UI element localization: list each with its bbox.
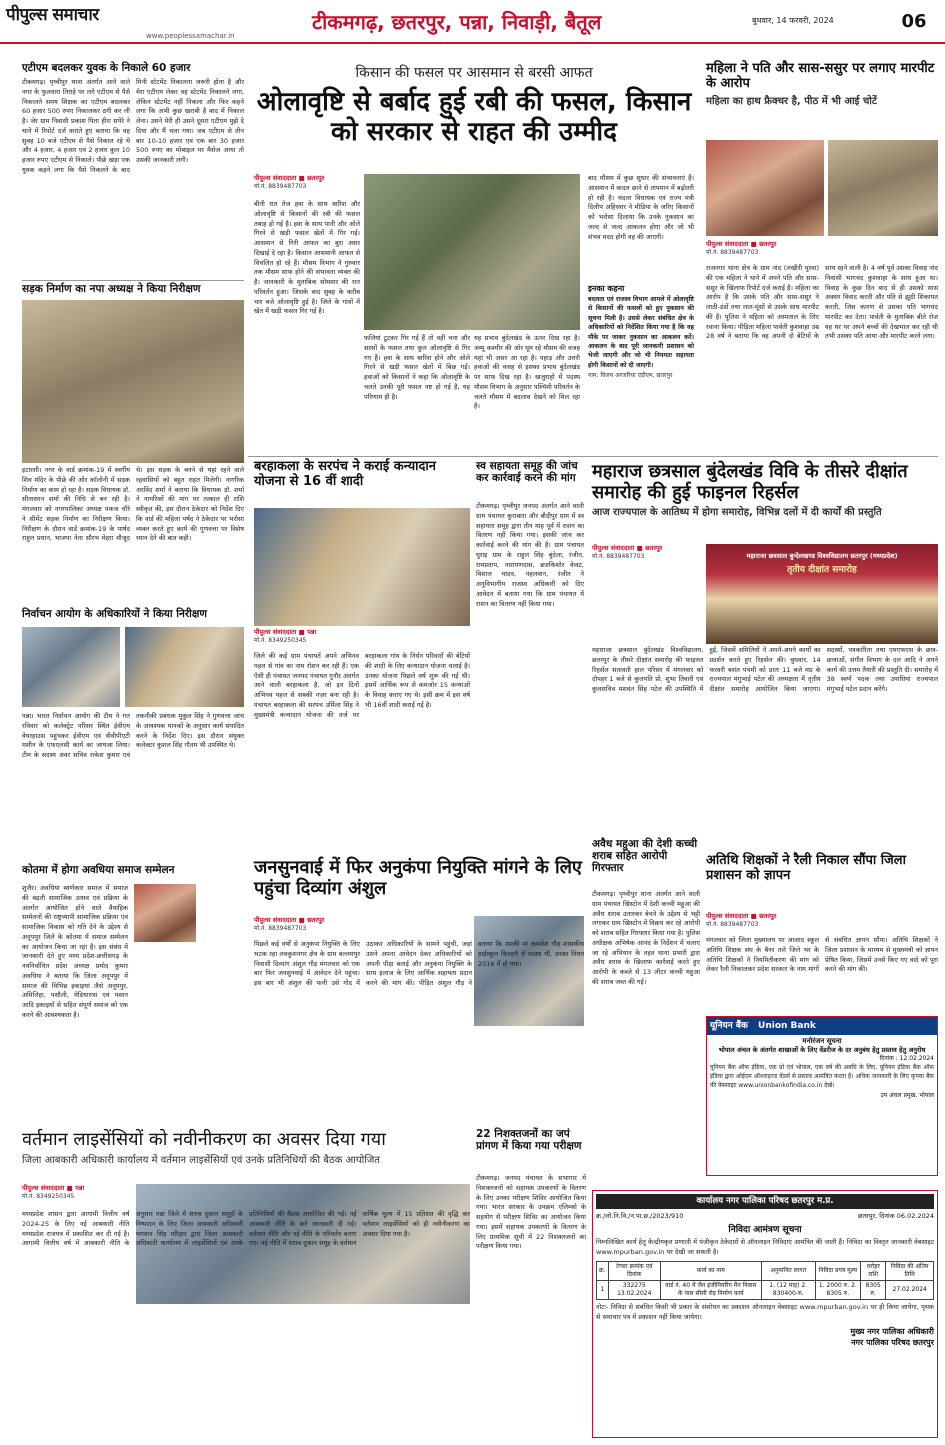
- lead-byline: पीपुल्स संवाददाता ■ छतरपुर: [254, 174, 325, 182]
- th-sno: क्र.: [597, 1261, 609, 1280]
- election-story: [22, 712, 244, 862]
- road-body: इटारसी। नगर के वार्ड क्रमांक-19 में स्वर्गीय शिव मंदिर के पीछे की ओर कॉलोनी में सड़क निर्माण का काम हो रहा है। सड़क विधायक डॉ. सीतासरन शर्मा की निधि से बन रही है। मंगलवार को नगरपालिका अध्यक्ष पंकज चौरे ने सीमेंट सड़क निर्माण का निरीक्षण किया। निरीक्षण के दौरान वार्ड क्रमांक-19 के पार्षद राहुल प्रधान, भाजपा नेता सौरभ मेहरा मौजूद थे। इस सड़क के बनने से यहां रहने वाले रहवासियों को बहुत राहत मिलेगी। नागरिक अरविंद शर्मा ने बताया कि विधायक डॉ. शर्मा ने नागरिकों की मांग पर तत्काल ही राशि स्वीकृत की, इस दौरान ठेकेदार को निर्देश दिए कि वार्ड की महिला पर्षद ने ठेकेदार पर भरोसा व्यक्त करते हुए कार्य की गुणवत्ता पर विशेष ध्यान देने की बात कही।: [22, 466, 244, 543]
- tender-signature-2: नगर पालिका परिषद छतरपुर: [851, 1337, 934, 1347]
- kotma-story-header: [22, 864, 244, 880]
- tender-intro: निम्नलिखित कार्य हेतु केन्द्रीयकृत प्रणाली में पंजीकृत ठेकेदारों से ऑनलाइन निविदाएं आमंत्रित की जाती हैं। निविदा का विस्तृत जानकारी वेबसाइट www.mpurban.gov.in पर देखी जा सकती है।: [596, 1238, 934, 1257]
- tender-title: निविदा आमंत्रण सूचना: [728, 1225, 802, 1236]
- tender-ref-row: [596, 1212, 934, 1221]
- tender-ref-date: छतरपुर, दिनांक 06.02.2024: [857, 1212, 934, 1221]
- th-last-date: निविदा की अंतिम तिथि: [886, 1261, 934, 1280]
- lead-kicker-box: [254, 64, 694, 86]
- divyang-headline: जनसुनवाई में फिर अनुकंपा नियुक्ति मांगने के लिए पहुंचा दिव्यांग अंशुल: [254, 857, 582, 899]
- domestic-violence-byline-box: [706, 240, 938, 262]
- th-work: कार्य का नाम: [661, 1261, 762, 1280]
- divyang-byline: पीपुल्स संवाददाता ■ छतरपुर: [254, 916, 325, 924]
- woman-portrait-photo: [828, 140, 938, 236]
- page-number: 06: [901, 11, 927, 32]
- bank-advertisement: [706, 1016, 938, 1176]
- convocation-mobile: मो.नं. 8839487703: [592, 552, 645, 560]
- th-form-fee: निविदा प्रपत्र मूल्य: [815, 1261, 860, 1280]
- quote-label: इनका कहना: [588, 284, 625, 293]
- lead-headline-box: [254, 88, 694, 170]
- domestic-violence-header: [706, 62, 938, 138]
- domestic-violence-subhead: महिला का हाथ फ्रैक्चर है, पीठ में भी आई चोटें: [706, 95, 877, 107]
- camp-body: टीकमगढ़। जनपद पंचायत के सभागार में निशक्तजनों को सहायक उपकरणों के वितरण के लिए उनका परीक्षण शिविर आयोजित किया गया। भारत सरकार के उपक्रम एलिम्को के सहयोग से परीक्षण शिविर का आयोजन किया गया। इसमें सहायक उपकरणों के वितरण के लिए प्राथमिक सूची में 22 निशक्तजनों का परीक्षण किया गया।: [476, 1174, 586, 1251]
- th-tender-no: टेण्डर क्रमांक एवं दिनांक: [608, 1261, 661, 1280]
- guest-teachers-byline: पीपुल्स संवाददाता ■ छतरपुर: [706, 912, 777, 920]
- election-body: पन्ना। भारत निर्वाचन आयोग की टीम ने गत रविवार को कलेक्ट्रेट परिसर स्थित ईवीएम वेयरहाउस पहुंचकर ईवीएम एवं वीवीपीएटी मशीन के एफएलसी कार्य का जायजा लिया। टीम के सदस्य अवर सचिव राकेश कुमार एवं तकनीकी प्रबंधक मुकुल सिंह ने गुणवत्ता जांच के आवश्यक मानकों के अनुसार कार्य संपादित करने के निर्देश दिए। इस दौरान संयुक्त कलेक्टर कुशल सिंह गौतम भी उपस्थित थे।: [22, 712, 244, 759]
- divyang-mobile: मो.नं. 8839487703: [254, 924, 307, 932]
- td-sno: 1: [597, 1281, 609, 1300]
- camp-header: [476, 1128, 586, 1172]
- liquor-arrest-story: [592, 890, 700, 1190]
- divyang-body: पिछले कई वर्षों से अनुकंपा नियुक्ति के लिए भटक रहा लवकुशनगर क्षेत्र के ग्राम बल्लमपुर निवासी दिव्यांग अंशुल गौड़ मंगलवार को एक बार फिर जनसुनवाई में आवेदन देने पहुंचा। इस बार भी अंशुल की पत्नी उसे गोद में उठाकर अधिकारियों के सामने पहुंची, जहां उसने अपना आवेदन देकर अधिकारियों को अपनी पीड़ा बताई और अनुकंपा नियुक्ति के साथ इलाज के लिए आर्थिक सहायता प्रदान करने की मांग की। पीड़ित अंशुल गौड़ ने बताया कि उसकी मां कमलेश गौड़ शासकीय हाईस्कूल बिलहरी में पदस्थ थीं, उनका निधन 2016 में हो गया।: [254, 940, 584, 987]
- sarpanch-headline: बरहाकला के सरपंच ने कराई कन्यादान योजना से 16 वीं शादी: [254, 459, 437, 489]
- election-photo-2: [125, 627, 244, 707]
- wedding-ceremony-photo: [254, 508, 470, 626]
- lead-body-4: बाद मौसम में कुछ सुधार की संभावनाएं हैं। आसमान में बादल छाने से तापमान में बढ़ोतरी हो रही है। चंदला विधायक एवं राज्य मंत्री दिलीप अहिरवार ने मीडिया के जरिए किसानों को भरोसा दिलाया कि उनके नुकसान का जल्द से जल्द आकलन होगा और जो भी संभव मदद होगी वह की जाएगी।: [588, 174, 694, 241]
- td-work: वार्ड नं. 40 में जैन इंजीनियरिंग मैन निवास के पास सीसी रोड़ निर्माण कार्य: [661, 1281, 762, 1300]
- licence-byline-box: [22, 1184, 132, 1208]
- lead-col-2: [364, 334, 470, 450]
- guest-teachers-mobile: मो.नं. 8839487703: [706, 920, 759, 928]
- licence-body: मध्यप्रदेश शासन द्वारा आगामी वित्तीय वर्ष 2024-25 के लिए नई आबकारी नीति मध्यप्रदेश राजपत्र में प्रकाशित कर दी गई है। आगामी वित्तीय वर्ष में आबकारी नीति के अनुसार पन्ना जिले में शराब दुकान समूहों के निष्पादन के लिए जिला आबकारी अधिकारी भगवान सिंह परिहार द्वारा जिला आबकारी अधिकारी कार्यालय में लाइसेंसियों एवं उनके प्रतिनिधियों की बैठक आयोजित की गई। नई आबकारी नीति के बारे जानकारी दी गई। वर्तमान नीति और नई नीति के परिवर्तन बताए गए। नई नीति में शराब दुकान समूह के वर्तमान वार्षिक मूल्य में 15 प्रतिशत की वृद्धि कर वर्तमान लाइसेंसियों को ही नवीनीकरण का अवसर दिया गया है।: [22, 1210, 470, 1248]
- divider: [22, 280, 244, 281]
- convocation-byline: पीपुल्स संवाददाता ■ छतरपुर: [592, 544, 663, 552]
- lead-body-3: यह प्रभाव बुंदेलखंड के ऊपर दिख रहा है। जम्मू कश्मीर की ओर घूम रहे मौसम की वजह यहां भी असर आ रहा है। पहाड़ और उत्तरी हवाओं की वजह से इसका प्रभाव बुंदेलखंड पर साफ दिख रहा है। खजुराहो में पदस्थ मौसम विभाग के अनुसार पश्चिमी परिवर्तन के चलते मौसम में बदलाव देखने को मिल रहा है।: [474, 334, 580, 411]
- road-inspection-photo: [22, 300, 244, 463]
- lead-body-2: फलियां टूटकर गिर गई हैं तो वहीं चना और सरसों के फसल तथा कुल ओलावृष्टि से गिर गए हैं। हवा के साथ बारिश होने और ओले गिरने से खड़ी फसल खेतों में बिछ गई। हवाओं को किसानों ने कहा कि ओलावृष्टि के चलते उनकी पूरी फसल नष्ट हो गई है, यह परिणाम ही है।: [364, 334, 470, 401]
- bank-brand-en: Union Bank: [758, 1021, 816, 1031]
- domestic-violence-body: राजनगर थाना क्षेत्र के ग्राम नांद (लखीरी पुरवा) की एक महिला ने थाने में अपने पति और सास-ससुर के खिलाफ रिपोर्ट दर्ज कराई है। महिला का आरोप है कि उसके पति और सास-ससुर ने लाठी-डंडों तथा लात-घूंसों से उसके साथ मारपीट की है। पुलिस ने महिला को अस्पताल के लिए रवाना किया। पीड़िता महिला पार्वती कुशवाहा उम्र 28 वर्ष ने बताया कि वह अपनी दो बेटियों के साथ रहने वाली है। 4 वर्ष पूर्व उसका विवाह नांद निवासी भागचंद कुशवाहा के साथ हुआ था। विवाह के कुछ दिन बाद से ही उसको सास अक्सर विवाद करती और पति से झूठी शिकायत करती, जिस कारण से उसका पति भागचंद मारपीट कर देता। पार्वती के मुताबिक बीते रोज वह घर पर अपने बच्चों की देखभाल कर रही थी तभी उसका पति आया और मारपीट करने लगा।: [706, 264, 938, 341]
- election-story-header: [22, 608, 244, 624]
- tender-ref: क्र./लो.नि.वि./न.पा.छ./2023/910: [596, 1212, 684, 1221]
- th-deposit: धरोहर राशि: [861, 1261, 886, 1280]
- td-last-date: 27.02.2024: [886, 1281, 934, 1300]
- tender-signature-1: मुख्य नगर पालिका अधिकारी: [850, 1326, 934, 1336]
- lead-quote-box: [588, 284, 694, 450]
- table-row: [597, 1281, 934, 1300]
- kotma-story: [22, 884, 244, 1124]
- domestic-violence-story: [706, 264, 938, 454]
- td-cost: 1. (12 माह) 2. 830400-रु.: [761, 1281, 815, 1300]
- road-headline: सड़क निर्माण का नपा अध्यक्ष ने किया निरीक्षण: [22, 283, 201, 295]
- domestic-violence-byline: पीपुल्स संवाददाता ■ छतरपुर: [706, 240, 777, 248]
- guest-teachers-header: [706, 854, 938, 910]
- licence-story: [22, 1210, 470, 1430]
- election-headline: निर्वाचन आयोग के अधिकारियों ने किया निरीक्षण: [22, 608, 207, 620]
- kotma-body: शुजैर। अवधिया स्वर्णकार समाज में समाज की बढ़ती सामाजिक उत्सव एवं प्रक्रिया के अंतर्गत आयोजित होने वाले वैवाहिक सम्मेलनों की राष्ट्रव्यापी सामाजिक प्रक्रिया एवं सामाजिक विकास को गति देने के उद्देश्य से अनूपपुर जिले के कोतमा में समाज सम्मेलन का आयोजन किया जा रहा है। इस संबंध में जानकारी देते हुए मध्य प्रदेश-छत्तीसगढ़ के नवनिर्वाचित प्रदेश अध्यक्ष प्रमोद कुमार अवधिया ने बताया कि जिला अनूपपुर में समाज की विभिन्न इकाइयां जैसे अनूपपुर, अमिलिहा, पसौली, मेडियारास एवं पसान आदि इकाइयों से सहित संपूर्ण समाज को एक करने की आवश्यकता है।: [22, 884, 128, 1019]
- road-story: [22, 466, 244, 606]
- tender-table: [596, 1261, 934, 1300]
- licence-header: [22, 1130, 470, 1180]
- road-story-header: [22, 283, 244, 299]
- bank-notice-date: दिनांक : 12.02.2024: [879, 1055, 934, 1063]
- licence-subhead: जिला आबकारी अधिकारी कार्यालय में वर्तमान लाइसेंसियों एवं उनके प्रतिनिधियों की बैठक आयोजित: [22, 1154, 380, 1166]
- region-title: टीकमगढ़, छतरपुर, पन्ना, निवाड़ी, बैतूल: [312, 10, 602, 34]
- issue-date: बुधवार, 14 फरवरी, 2024: [752, 16, 834, 25]
- td-deposit: 8305 रु.: [861, 1281, 886, 1300]
- convocation-byline-box: [592, 544, 702, 568]
- bank-header: [707, 1017, 937, 1035]
- guest-teachers-story: [706, 936, 938, 1016]
- lead-col-1: [254, 200, 360, 450]
- election-photo: [22, 627, 120, 707]
- liquor-arrest-body: टीकमगढ़। पृथ्वीपुर थाना अंतर्गत आने वाली ग्राम पंचायत खिस्टोन में देशी कच्ची महुआ की अवैध शराब उतारकर बेचने के उद्देश्य से भट्टी लगाकर ग्राम खिस्टोन में विक्रय कर रहे आरोपी को शराब सहित गिरफ्तार किया गया है। पुलिस अधीक्षक अभिषेक आनंद के निर्देशन में चलाए जा रहे अभियान के तहत थाना प्रभारी द्वारा अवैध शराब के खिलाफ कार्रवाई करते हुए आरोपी के कब्जे से 13 लीटर कच्ची महुआ की शराब जब्त की गई।: [592, 890, 700, 986]
- bank-signature: उप अंचल प्रमुख, भोपाल: [880, 1092, 934, 1100]
- divyang-byline-box: [254, 916, 364, 938]
- lead-body-1: बीती रात तेज हवा के साथ बारिश और ओलावृष्टि से किसानों की रबी की फसल तबाह हो गई है। हवा के साथ पानी और ओले गिरने से खड़ी फसल खेतों में गिर गई। आसमान से गिरी आफत का बुरा असर दिखाई दे रहा है। किसान आसमानी आफत से विचलित हो रहे हैं। मौसम विभाग ने गुरुवार तक मौसम साफ होने की संभावना व्यक्त की है। जानकारी के मुताबिक सोमवार की रात परिवर्तन हुआ। जिसके बाद सुबह के करीब चार बजे ओलावृष्टि हुई है। जिले के गांवों में खेत में खड़ी फसल गिर गई है।: [254, 200, 360, 316]
- brand-name: पीपुल्स समाचार: [6, 5, 99, 25]
- tender-notice: [592, 1190, 938, 1438]
- guest-teachers-headline: अतिथि शिक्षकों ने रैली निकाल सौंपा जिला प्रशासन को ज्ञापन: [706, 853, 906, 883]
- liquor-arrest-header: [592, 838, 700, 888]
- newspaper-logo: [6, 4, 235, 40]
- atm-body: टीकमगढ़। पृथ्वीपुर थाना अंतर्गत आने वाले नगर के फुलवारा तिराहे पर लगे एटीएम से पैसे निकालते समय शिक्षक का एटीएम बदलकर 60 हजार 500 रुपए निकालकर ठगी कर ली है। जेर ग्राम निवासी प्रकाश पिता हीरा सपेरे ने थाने में रिपोर्ट दर्ज कराते हुए बताया कि वह सुबह 10 बजे एटीएम से पैसे निकाल रहे थे और 4 हजार, 4 हजार एवं 2 हजार कुल 10 हजार रुपए एटीएम से निकाले। पीछे खड़ा एक युवक कहने लगा कि पैसे निकलने के बाद मिनी स्टेटमेंट निकालना जरूरी होता है और मेरा एटीएम लेकर वह स्टेटमेंट निकालने लगा, लेकिन स्टेटमेंट नहीं निकला और फिर कहने लगा कि अभी कुछ खराबी है बाद में निकाल लेना। उसने मेरी ही उसने दूसरा एटीएम मुझे दे दिया और मैं चला गया। जब एटीएम से तीन बार 10-10 हजार एवं एक बार 30 हजार 500 रुपए का मोबाइल पर मैसेज आया तो उसकी जानकारी लगी।: [22, 78, 244, 174]
- lead-kicker: किसान की फसल पर आसमान से बरसी आफत: [355, 65, 593, 81]
- divyang-story: [254, 940, 584, 1120]
- atm-story: [22, 62, 244, 277]
- convocation-headline: महाराज छत्रसाल बुंदेलखंड विवि के तीसरे दीक्षांत समारोह की हुई फाइनल रिहर्सल: [592, 461, 908, 503]
- shg-headline: स्व सहायता समूह की जांच कर कार्रवाई करने की मांग: [476, 460, 578, 485]
- camp-headline: 22 निशक्तजनों का जपं प्रांगण में किया गया परीक्षण: [476, 1128, 582, 1153]
- licence-mobile: मो.नं. 8349250345: [22, 1192, 75, 1200]
- lead-headline: ओलावृष्टि से बर्बाद हुई रबी की फसल, किसान को सरकार से राहत की उम्मीद: [256, 87, 692, 147]
- kotma-headline: कोतमा में होगा अवधिया समाज सम्मेलन: [22, 864, 175, 876]
- stage-banner-2: तृतीय दीक्षांत समारोह: [787, 564, 857, 575]
- bank-notice-body: यूनियन बैंक ऑफ इंडिया, एक प्रो एवं भोपाल, एक वर्ष की अवधि के लिए, यूनियन इंडिया बैंक ऑफ इंडिया द्वारा ओईएम ऑथराइज्ड वेंडर्स से प्रस्ताव आमंत्रित करता है। अधिक जानकारी के लिए कृपया बैंक की वेबसाइट www.unionbankofindia.co.in देखें।: [710, 1064, 934, 1090]
- quote-author: नाम: विजय अरजरिया एडीएम, छतरपुर: [588, 372, 673, 380]
- camp-story: [476, 1174, 586, 1424]
- th-cost: अनुमानित लागत: [761, 1261, 815, 1280]
- tender-office: कार्यालय नगर पालिका परिषद छतरपुर म.प्र.: [596, 1194, 934, 1209]
- convocation-subhead: आज राज्यपाल के आतिथ्य में होगा समारोह, विभिन्न दलों में दी कार्यों की प्रस्तुति: [592, 507, 882, 519]
- website-url[interactable]: www.peoplessamachar.in: [146, 32, 235, 40]
- sarpanch-byline: पीपुल्स संवाददाता ■ पन्ना: [254, 628, 317, 636]
- convocation-header: [592, 462, 938, 540]
- licence-headline: वर्तमान लाइसेंसियों को नवीनीकरण का अवसर दिया गया: [22, 1129, 386, 1150]
- lead-mobile: मो.नं. 8839487703: [254, 182, 307, 190]
- lead-col-4: [588, 174, 694, 274]
- quote-text: बदलता एवं राजस्व विभाग आमले में ओलावृष्टि से किसानों की फसलों को हुए नुकसान की सूचना मिली है। उससे लेकर संबंधित क्षेत्र के अधिकारियों को निर्देशित किया गया है कि वह मौके पर जाकर नुकसान का आकलन करें। आकलन के बाद पूरी जानकारी प्रशासन को भेजी जाएगी और जो भी नियमतः सहायता होगी किसानों को दी जाएगी।: [588, 295, 694, 369]
- bank-notice-title: मनोरंजन सूचना: [802, 1037, 842, 1045]
- sarpanch-body: जिले की कई ग्राम पंचायतें अपने अभिनव पहल से गांव का नाम रोशन कर रही हैं। एक ऐसी ही पंचायत जनपद पंचायत गुनौर अंतर्गत आने वाली बरहाकला है, जो इन दिनों अभिनव पहल से सबकी नज़र बना रही है। पंचायत बरहाकला की सरपंच उर्मिला सिंह ने मुख्यमंत्री कन्यादान योजना की तर्ज पर बरहाकला गांव के निर्धन परिवारों की बेटियों की शादी के लिए कन्यादान योजना चलाई है। उनका योजना पिछले वर्ष शुरू की गई थी। इसमें आर्थिक रूप से कमजोर 15 कन्याओं के विवाह कराए गए थे। इसी क्रम में इस वर्ष भी 16वीं शादी कराई गई है।: [254, 652, 470, 719]
- sarpanch-header: [254, 460, 470, 506]
- divider: [248, 456, 938, 457]
- atm-headline: एटीएम बदलकर युवक के निकाले 60 हजार: [22, 62, 191, 74]
- sarpanch-story: [254, 652, 470, 852]
- convocation-body: महाराजा छत्रसाल बुंदेलखंड विश्वविद्यालय, छतरपुर के तीसरे दीक्षांत समारोह की फाइनल रिहर्सल सतावती हाल परिसर में मंगलवार को दोपहर 1 बजे से कुलपति प्रो. शुभा तिवारी एवं कुलसचिव यशवंत सिंह पटेल की उपस्थिति में हुई, जिसमें समितियों ने अपने-अपने कार्यों का प्रदर्शन करते हुए रिहर्सल की। बुधवार, 14 फरवरी बसंत पंचमी को प्रातः 11 बजे मप्र के राज्यपाल मंगुभाई पटेल की अध्यक्षता में तृतीय दीक्षांत समारोह आयोजित किया जाएगा। सदस्यों, पत्रकारिता तथा एमएफएस के छात्र-छात्राओं, संगीत विभाग के दल आदि ने अपने कार्य की उत्तम तैयारी की प्रस्तुति दी। समारोह में 38 स्वर्ण पदक तथा उपाधियां राज्यपाल मंगुभाई पटेल प्रदान करेंगे।: [592, 646, 938, 693]
- convocation-story: [592, 570, 938, 834]
- bank-brand: यूनियन बैंक: [710, 1021, 748, 1031]
- td-form-fee: 1. 2000 रु. 2. 8305 रु.: [815, 1281, 860, 1300]
- stage-banner: महाराजा छत्रसाल बुन्देलखण्ड विश्वविद्यालय छतरपुर (मध्यप्रदेश): [746, 552, 898, 560]
- licence-byline: पीपुल्स संवाददाता ■ पन्ना: [22, 1184, 85, 1192]
- tender-table-header: [597, 1261, 934, 1280]
- hail-damaged-crop-photo: [364, 174, 580, 330]
- liquor-arrest-headline: अवैध महुआ की देशी कच्ची शराब सहित आरोपी गिरफ्तार: [592, 838, 698, 875]
- sarpanch-mobile: मो.नं. 8349250345: [254, 636, 307, 644]
- tender-note: नोटः- निविदा से संबंधित किसी भी प्रकार के संशोधन का प्रकाशन ऑनलाइन वेबसाइट www.mpurban.gov.in पर ही किया जायेगा, पृथक से समाचार पत्र में प्रकाशन नहीं किया जायेगा।: [596, 1303, 934, 1321]
- domestic-violence-mobile: मो.नं. 8839487703: [706, 248, 759, 256]
- lead-col-3: [474, 334, 580, 450]
- lead-byline-box: [254, 174, 360, 196]
- shg-body: टीकमगढ़। पृथ्वीपुर जनपद अंतर्गत आने वाली ग्राम पंचायत कुराबारा और बौदीपुर ग्राम में स्व सहायता समूह द्वारा तीन माह पूर्व में राशन का वितरण नहीं किया गया। इसकी जांच कर कार्रवाई करने की मांग की है। ग्राम पंचायत घुराइ ग्राम के राहुल सिंह बुंदेला, रंजीत, रामप्रताप, नारायणदास, ब्रजकिशोर केवट, विशाल यादव, पहलवान, रंजीत ने अनुविभागीय राजस्व अधिकारी को दिए आवेदन में बताया गया कि ग्राम पंचायत में राशन का वितरण नहीं किया गया।: [476, 502, 584, 608]
- woman-with-child-photo: [706, 140, 824, 236]
- domestic-violence-headline: महिला ने पति और सास-ससुर पर लगाए मारपीट के आरोप: [706, 61, 935, 91]
- sarpanch-byline-box: [254, 628, 470, 650]
- shg-story: [476, 502, 584, 850]
- divyang-header: [254, 858, 584, 914]
- guest-teachers-body: मंगलवार को जिला मुख्यालय पर आजाद स्कूल अतिथि शिक्षक संघ के बैनर तले जिले भर के अतिथि शिक्षकों ने नियमितीकरण की मांग को लेकर रैली निकालकर प्रदेश सरकार के नाम मांगों से संबंधित ज्ञापन सौंपा। अतिथि शिक्षकों ने जिला प्रशासन के माध्यम से मुख्यमंत्री को ज्ञापन प्रेषित किया, जिसमें उनसे किए गए वादे को पूरा करने की मांग की।: [706, 936, 938, 974]
- shg-header: [476, 460, 584, 500]
- td-tender-no: 332275 13.02.2024: [608, 1281, 661, 1300]
- bank-notice-sub: भोपाल अंचल के अंतर्गत शाखाओं के लिए वेंडरीज के दर अनुबंध हेतु प्रस्ताव हेतु अनुरोध: [718, 1046, 926, 1055]
- guest-teachers-byline-box: [706, 912, 938, 934]
